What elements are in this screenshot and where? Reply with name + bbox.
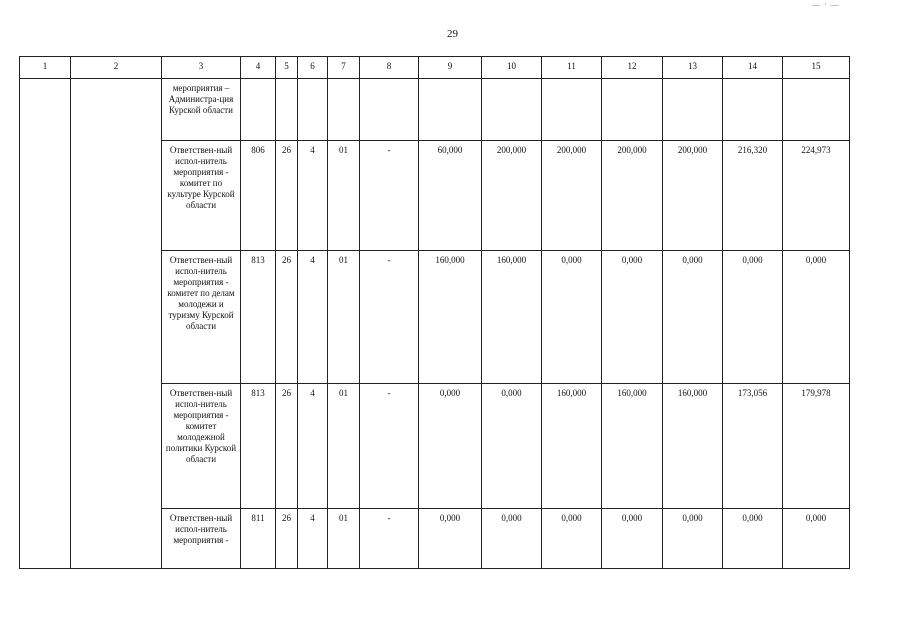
value-cell-col15: 179,978 [783,384,850,509]
corner-mark: — · — [812,0,840,9]
column-header-11: 11 [542,57,602,79]
value-cell-col5 [276,79,298,141]
value-cell-col14: 0,000 [723,251,783,384]
value-cell-col8: - [360,251,419,384]
value-cell-col11: 0,000 [542,509,602,569]
value-cell-col9 [419,79,482,141]
value-cell-col6 [298,79,328,141]
value-cell-col14: 173,056 [723,384,783,509]
column-header-1: 1 [20,57,71,79]
table-row [20,79,850,141]
value-cell-col7: 01 [328,509,360,569]
value-cell-col4 [241,79,276,141]
value-cell-col11: 160,000 [542,384,602,509]
value-cell-col13: 0,000 [663,251,723,384]
value-cell-col12: 0,000 [602,509,663,569]
value-cell-col15: 224,973 [783,141,850,251]
column-header-8: 8 [360,57,419,79]
executor-cell: Ответствен-ный испол-нитель мероприятия - комитет молодежной политики Курской области [162,384,241,509]
value-cell-col7 [328,79,360,141]
value-cell-col9: 160,000 [419,251,482,384]
value-cell-col15: 0,000 [783,509,850,569]
value-cell-col11: 200,000 [542,141,602,251]
value-cell-col12: 160,000 [602,384,663,509]
value-cell-col14: 0,000 [723,509,783,569]
value-cell-col15 [783,79,850,141]
executor-cell: Ответствен-ный испол-нитель мероприятия - [162,509,241,569]
value-cell-col10: 0,000 [482,384,542,509]
value-cell-col5: 26 [276,251,298,384]
header-row [20,57,850,79]
value-cell-col5: 26 [276,384,298,509]
value-cell-col8 [360,79,419,141]
value-cell-col8: - [360,509,419,569]
column-header-7: 7 [328,57,360,79]
value-cell-col14: 216,320 [723,141,783,251]
value-cell-col4: 811 [241,509,276,569]
column-header-13: 13 [663,57,723,79]
value-cell-col8: - [360,384,419,509]
value-cell-col12: 200,000 [602,141,663,251]
value-cell-col13: 160,000 [663,384,723,509]
value-cell-col4: 813 [241,384,276,509]
value-cell-col7: 01 [328,384,360,509]
column-header-3: 3 [162,57,241,79]
column-header-6: 6 [298,57,328,79]
value-cell-col13: 0,000 [663,509,723,569]
executor-cell: Ответствен-ный испол-нитель мероприятия - комитет по культуре Курской области [162,141,241,251]
value-cell-col10: 0,000 [482,509,542,569]
column-header-10: 10 [482,57,542,79]
executor-cell: мероприятия – Администра-ция Курской области [162,79,241,141]
value-cell-col6: 4 [298,141,328,251]
column-header-12: 12 [602,57,663,79]
col1-cell [20,79,71,569]
value-cell-col7: 01 [328,251,360,384]
column-header-5: 5 [276,57,298,79]
value-cell-col9: 0,000 [419,509,482,569]
value-cell-col12 [602,79,663,141]
column-header-14: 14 [723,57,783,79]
column-header-15: 15 [783,57,850,79]
value-cell-col10: 200,000 [482,141,542,251]
budget-table [19,56,850,569]
value-cell-col7: 01 [328,141,360,251]
value-cell-col10 [482,79,542,141]
value-cell-col5: 26 [276,509,298,569]
value-cell-col4: 813 [241,251,276,384]
value-cell-col12: 0,000 [602,251,663,384]
value-cell-col13: 200,000 [663,141,723,251]
value-cell-col6: 4 [298,251,328,384]
value-cell-col11 [542,79,602,141]
value-cell-col8: - [360,141,419,251]
value-cell-col11: 0,000 [542,251,602,384]
column-header-2: 2 [71,57,162,79]
value-cell-col9: 0,000 [419,384,482,509]
col2-cell [71,79,162,569]
page-number: 29 [447,28,458,40]
value-cell-col13 [663,79,723,141]
value-cell-col10: 160,000 [482,251,542,384]
column-header-4: 4 [241,57,276,79]
value-cell-col14 [723,79,783,141]
value-cell-col15: 0,000 [783,251,850,384]
value-cell-col5: 26 [276,141,298,251]
value-cell-col4: 806 [241,141,276,251]
value-cell-col9: 60,000 [419,141,482,251]
executor-cell: Ответствен-ный испол-нитель мероприятия - комитет по делам молодежи и туризму Курской области [162,251,241,384]
value-cell-col6: 4 [298,384,328,509]
column-header-9: 9 [419,57,482,79]
value-cell-col6: 4 [298,509,328,569]
